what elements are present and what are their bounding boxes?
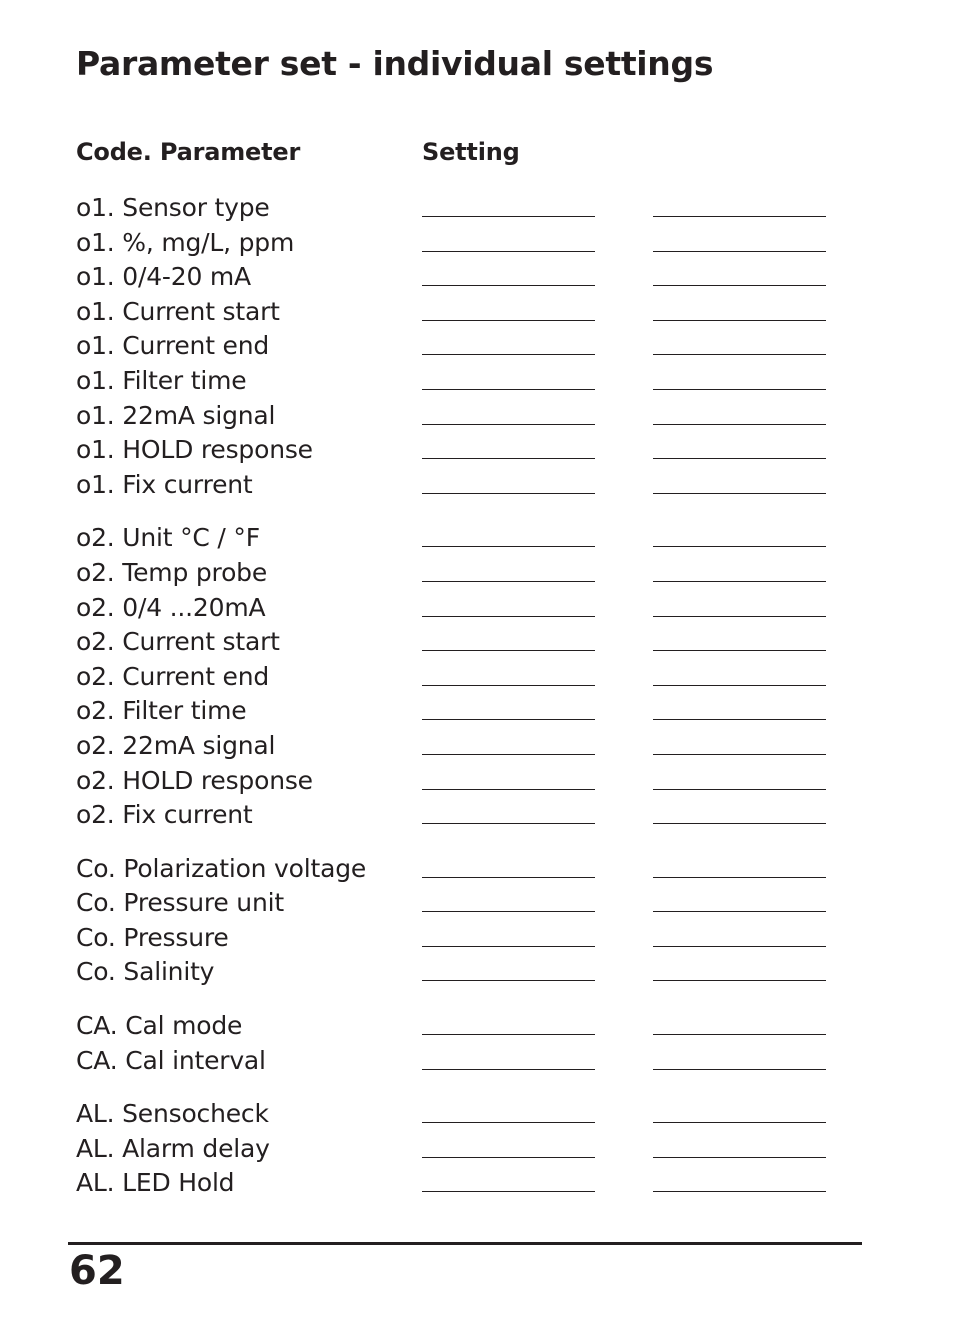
setting-blank-line [422, 493, 595, 494]
parameter-row [0, 764, 954, 799]
parameter-label: o1. Current start [76, 296, 280, 326]
setting-blank-line [653, 754, 826, 755]
parameter-label: o1. %, mg/L, ppm [76, 227, 295, 257]
setting-blank-line [422, 458, 595, 459]
setting-blank-line [422, 424, 595, 425]
setting-blank-line [422, 877, 595, 878]
parameter-label: o2. 22mA signal [76, 730, 276, 760]
setting-blank-line [422, 1122, 595, 1123]
footer-rule [68, 1242, 862, 1245]
parameter-group [0, 852, 954, 990]
setting-blank-line [422, 216, 595, 217]
setting-blank-line [653, 493, 826, 494]
parameter-group [0, 191, 954, 502]
parameter-label: o1. Sensor type [76, 193, 270, 222]
parameter-row [0, 556, 954, 591]
parameter-row [0, 591, 954, 626]
parameter-label: o2. 0/4 ...20mA [76, 592, 266, 622]
parameter-label: o2. HOLD response [76, 765, 313, 795]
setting-blank-line [422, 1191, 595, 1192]
setting-blank-line [422, 685, 595, 686]
parameter-row [0, 729, 954, 764]
parameter-label: o2. Fix current [76, 800, 253, 830]
setting-blank-line [653, 285, 826, 286]
setting-blank-line [422, 251, 595, 252]
parameter-label: o2. Temp probe [76, 557, 268, 587]
setting-blank-line [422, 823, 595, 824]
parameter-row [0, 625, 954, 660]
parameter-row [0, 694, 954, 729]
parameter-row [0, 329, 954, 364]
parameter-label: o1. Filter time [76, 365, 247, 395]
parameter-label: o1. Fix current [76, 469, 253, 499]
parameter-row [0, 226, 954, 261]
parameter-row [0, 1132, 954, 1167]
setting-blank-line [653, 424, 826, 425]
parameter-label: o1. HOLD response [76, 435, 313, 465]
parameter-label: Co. Polarization voltage [76, 853, 367, 883]
setting-blank-line [653, 911, 826, 912]
parameter-row [0, 433, 954, 468]
setting-blank-line [422, 546, 595, 547]
parameter-label: AL. Sensocheck [76, 1099, 269, 1129]
setting-blank-line [653, 251, 826, 252]
parameter-label: o2. Unit °C / °F [76, 523, 260, 553]
parameter-row [0, 1166, 954, 1201]
setting-blank-line [422, 754, 595, 755]
header-code-parameter: Code. Parameter [76, 138, 301, 166]
parameter-row [0, 191, 954, 226]
parameter-row [0, 921, 954, 956]
parameter-label: CA. Cal mode [76, 1011, 243, 1041]
setting-blank-line [422, 1034, 595, 1035]
setting-blank-line [653, 354, 826, 355]
parameter-row [0, 798, 954, 833]
setting-blank-line [422, 789, 595, 790]
parameter-row [0, 364, 954, 399]
parameter-row [0, 886, 954, 921]
parameter-label: Co. Pressure unit [76, 888, 284, 918]
setting-blank-line [653, 1157, 826, 1158]
parameter-row [0, 1044, 954, 1079]
parameter-groups [0, 191, 954, 1220]
parameter-label: o1. 22mA signal [76, 400, 276, 430]
setting-blank-line [653, 1034, 826, 1035]
parameter-label: o2. Current end [76, 661, 270, 691]
parameter-label: Co. Pressure [76, 922, 229, 952]
setting-blank-line [422, 354, 595, 355]
setting-blank-line [422, 980, 595, 981]
parameter-row [0, 399, 954, 434]
setting-blank-line [653, 320, 826, 321]
setting-blank-line [653, 616, 826, 617]
parameter-label: o1. Current end [76, 331, 270, 361]
parameter-group [0, 1097, 954, 1201]
setting-blank-line [653, 1191, 826, 1192]
parameter-row [0, 955, 954, 990]
header-setting: Setting [422, 138, 520, 166]
setting-blank-line [422, 389, 595, 390]
parameter-label: o2. Filter time [76, 696, 247, 726]
parameter-group [0, 521, 954, 832]
setting-blank-line [653, 980, 826, 981]
setting-blank-line [422, 616, 595, 617]
page-number: 62 [69, 1248, 125, 1294]
parameter-row [0, 1097, 954, 1132]
setting-blank-line [653, 581, 826, 582]
setting-blank-line [653, 458, 826, 459]
setting-blank-line [653, 685, 826, 686]
setting-blank-line [422, 285, 595, 286]
page-title: Parameter set - individual settings [76, 44, 714, 83]
parameter-label: CA. Cal interval [76, 1045, 266, 1075]
parameter-label: AL. Alarm delay [76, 1133, 270, 1163]
setting-blank-line [653, 546, 826, 547]
parameter-label: Co. Salinity [76, 957, 215, 987]
parameter-label: AL. LED Hold [76, 1168, 235, 1198]
parameter-group [0, 1009, 954, 1078]
parameter-label: o1. 0/4-20 mA [76, 262, 251, 292]
setting-blank-line [422, 650, 595, 651]
setting-blank-line [653, 789, 826, 790]
setting-blank-line [653, 823, 826, 824]
setting-blank-line [653, 1069, 826, 1070]
parameter-row [0, 260, 954, 295]
setting-blank-line [653, 877, 826, 878]
parameter-row [0, 468, 954, 503]
setting-blank-line [422, 719, 595, 720]
setting-blank-line [653, 719, 826, 720]
parameter-row [0, 1009, 954, 1044]
parameter-row [0, 295, 954, 330]
parameter-row [0, 521, 954, 556]
parameter-row [0, 660, 954, 695]
setting-blank-line [653, 1122, 826, 1123]
setting-blank-line [422, 581, 595, 582]
setting-blank-line [653, 216, 826, 217]
setting-blank-line [653, 389, 826, 390]
parameter-row [0, 852, 954, 887]
setting-blank-line [653, 650, 826, 651]
parameter-label: o2. Current start [76, 627, 280, 657]
setting-blank-line [422, 946, 595, 947]
setting-blank-line [422, 911, 595, 912]
setting-blank-line [422, 1157, 595, 1158]
setting-blank-line [422, 320, 595, 321]
setting-blank-line [422, 1069, 595, 1070]
setting-blank-line [653, 946, 826, 947]
